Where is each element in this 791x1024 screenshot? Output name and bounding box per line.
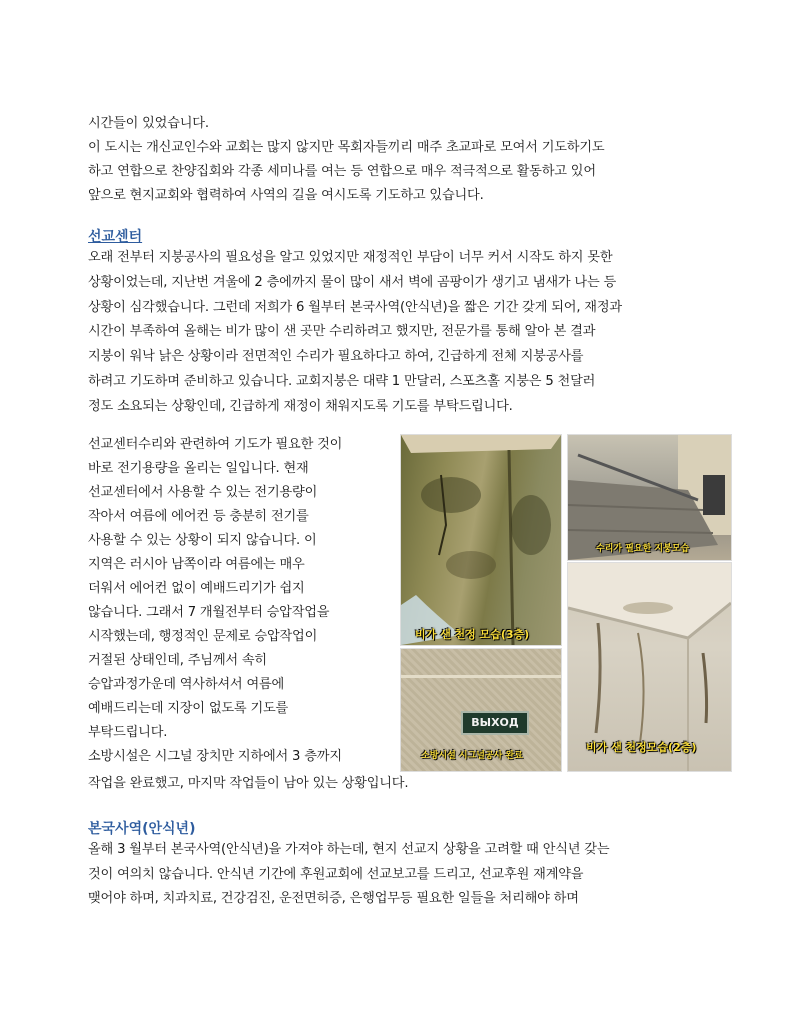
intro-line: 앞으로 현지교회와 협력하여 사역의 길을 여시도록 기도하고 있습니다. bbox=[88, 188, 484, 203]
intro-line: 시간들이 있었습니다. bbox=[88, 116, 209, 131]
paragraph-line: 맺어야 하며, 치과치료, 건강검진, 운전면허증, 은행업무등 필요한 일들을 처리해야 하며 bbox=[88, 891, 579, 906]
column-line: 더워서 에어컨 없이 예배드리기가 쉽지 bbox=[88, 581, 305, 596]
photo-caption: 수리가 필요한 지붕모습 bbox=[596, 544, 690, 554]
column-line: 사용할 수 있는 상황이 되지 않습니다. 이 bbox=[88, 533, 317, 548]
paragraph-line: 지붕이 워낙 낡은 상황이라 전면적인 수리가 필요하다고 하여, 긴급하게 전체 지붕공사를 bbox=[88, 349, 584, 364]
mold-stains-illustration bbox=[401, 435, 561, 645]
photo-fire-signal bbox=[400, 648, 562, 772]
paragraph-line: 정도 소요되는 상황인데, 긴급하게 재정이 채워지도록 기도를 부탁드립니다. bbox=[88, 399, 513, 414]
section-heading-mission-center: 선교센터 bbox=[88, 229, 143, 245]
column-line: 소방시설은 시그널 장치만 지하에서 3 층까지 bbox=[88, 749, 342, 764]
intro-line: 이 도시는 개신교인수와 교회는 많지 않지만 목회자들끼리 매주 초교파로 모여서 기도하기도 bbox=[88, 140, 605, 155]
photo-leak-ceiling-3f bbox=[400, 434, 562, 646]
column-line: 승압과정가운데 역사하셔서 여름에 bbox=[88, 677, 285, 692]
column-line: 선교센터수리와 관련하여 기도가 필요한 것이 bbox=[88, 437, 343, 452]
paragraph-line: 시간이 부족하여 올해는 비가 많이 샌 곳만 수리하려고 했지만, 전문가를 통해 알아 본 결과 bbox=[88, 324, 596, 339]
paragraph-line: 것이 여의치 않습니다. 안식년 기간에 후원교회에 선교보고를 드리고, 선교후원 재계약을 bbox=[88, 867, 584, 882]
paragraph-line: 하려고 기도하며 준비하고 있습니다. 교회지붕은 대략 1 만달러, 스포츠홀 지붕은 5 천달러 bbox=[88, 374, 596, 389]
column-line: 지역은 러시아 남쪽이라 여름에는 매우 bbox=[88, 557, 305, 572]
photo-caption: 소방시설 시그널공사 완료 bbox=[421, 751, 523, 761]
column-line: 선교센터에서 사용할 수 있는 전기용량이 bbox=[88, 485, 318, 500]
photo-roof bbox=[567, 434, 732, 561]
exit-sign: ВЫХОД bbox=[461, 711, 529, 735]
photo-leak-ceiling-2f bbox=[567, 562, 732, 772]
paragraph-line: 상황이었는데, 지난번 겨울에 2 층에까지 물이 많이 새서 벽에 곰팡이가 생기고 냄새가 나는 등 bbox=[88, 275, 617, 290]
column-line: 예배드리는데 지장이 없도록 기도를 bbox=[88, 701, 289, 716]
paragraph-line: 오래 전부터 지붕공사의 필요성을 알고 있었지만 재정적인 부담이 너무 커서 시작도 하지 못한 bbox=[88, 250, 613, 265]
column-line: 작아서 여름에 에어컨 등 충분히 전기를 bbox=[88, 509, 309, 524]
paragraph-line: 작업을 완료했고, 마지막 작업들이 남아 있는 상황입니다. bbox=[88, 776, 409, 791]
paragraph-line: 상황이 심각했습니다. 그런데 저희가 6 월부터 본국사역(안식년)을 짧은 기간 갖게 되어, 재정과 bbox=[88, 300, 622, 315]
column-line: 거절된 상태인데, 주님께서 속히 bbox=[88, 653, 267, 668]
column-line: 바로 전기용량을 올리는 일입니다. 현재 bbox=[88, 461, 309, 476]
photo-caption: 비가 샌 천정모습(2층) bbox=[586, 741, 697, 754]
column-line: 않습니다. 그래서 7 개월전부터 승압작업을 bbox=[88, 605, 330, 620]
section-heading-home-assignment: 본국사역(안식년) bbox=[88, 821, 196, 837]
photo-caption: 비가 샌 천정 모습(3층) bbox=[415, 628, 530, 641]
column-line: 부탁드립니다. bbox=[88, 725, 168, 740]
intro-line: 하고 연합으로 찬양집회와 각종 세미나를 여는 등 연합으로 매우 적극적으로 활동하고 있어 bbox=[88, 164, 596, 179]
ceiling-trim bbox=[401, 675, 561, 678]
column-line: 시작했는데, 행정적인 문제로 승압작업이 bbox=[88, 629, 318, 644]
paragraph-line: 올해 3 월부터 본국사역(안식년)을 가져야 하는데, 현지 선교지 상황을 고려할 때 안식년 갖는 bbox=[88, 842, 610, 857]
